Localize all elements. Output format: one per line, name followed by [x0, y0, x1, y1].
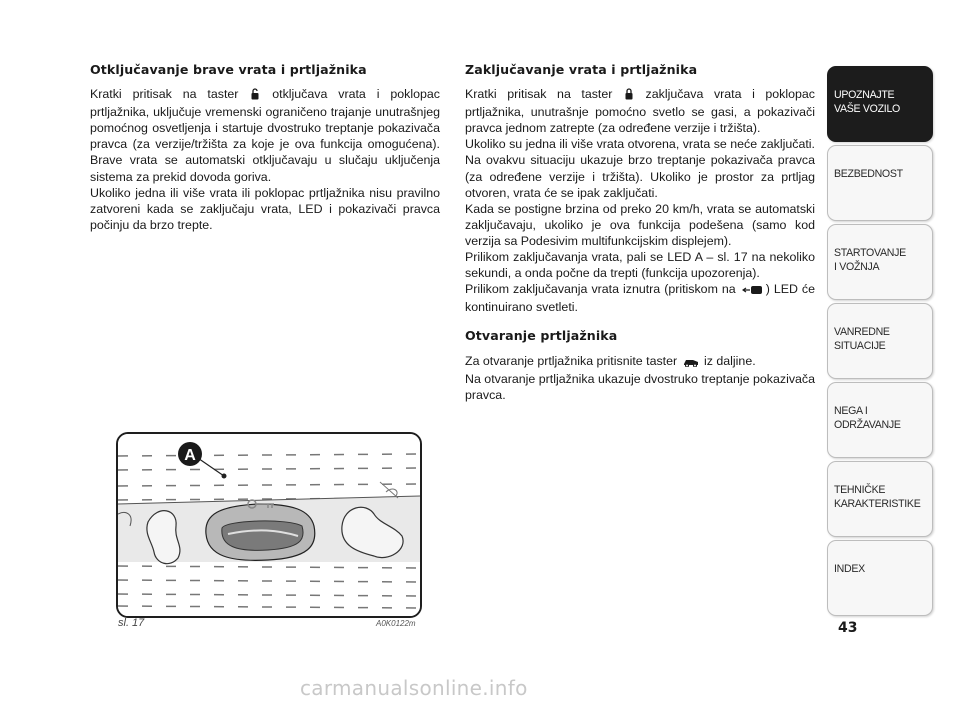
- left-column: [90, 62, 440, 233]
- tab-label: STARTOVANJE I VOŽNJA: [834, 247, 906, 273]
- trunk-paragraph-2: Na otvaranje prtljažnika ukazuje dvostruko treptanje pokazivača pravca.: [465, 371, 815, 402]
- tab-index[interactable]: [827, 540, 933, 616]
- locking-paragraph-2: Ukoliko su jedna ili više vrata otvorena, vrata se neće zaključati. Na ovakvu situaciju ukazuje brzo treptanje pokazivača pravca (za određene verzije i tržišta). Ukoliko je prostor za prtljag otvoren, vrata će se ipak zaključati.: [465, 137, 815, 200]
- tab-bezbednost[interactable]: [827, 145, 933, 221]
- unlocking-heading: Otključavanje brave vrata i prtljažnika: [90, 62, 367, 77]
- locking-paragraph-3: Kada se postigne brzina od preko 20 km/h, vrata se automatski zaključavaju, ukoliko je ova funkcija podešena (samo kod verzija sa Podesivim multifunkcijskim displejem).: [465, 201, 815, 248]
- page-number: 43: [838, 620, 858, 636]
- tab-startovanje-i-voznja[interactable]: [827, 224, 933, 300]
- locking-paragraph-5: [465, 281, 815, 315]
- figure-label-a: A: [184, 447, 196, 464]
- locking-p1-end: zaključava vrata i poklopac prtljažnika, unutrašnje pomoćno svetlo se gasi, a pokazivači pravca jednom zatrepte (za određene verzije i tržišta).: [465, 87, 815, 136]
- unlocking-paragraph-1: [90, 86, 440, 185]
- tab-tehnicke-karakteristike[interactable]: [827, 461, 933, 537]
- dashboard-illustration: [118, 434, 420, 616]
- chapter-tabs: [827, 66, 933, 619]
- lock-key-icon: [625, 88, 633, 104]
- trunk-opening-text: [465, 353, 815, 403]
- tab-vanredne-situacije[interactable]: [827, 303, 933, 379]
- tab-label: TEHNIČKE KARAKTERISTIKE: [834, 484, 921, 510]
- locking-p5-start: Prilikom zaključavanja vrata iznutra (pritiskom na: [465, 282, 740, 297]
- figure-code: A0K0122m: [376, 619, 416, 628]
- locking-paragraph-4: Prilikom zaključavanja vrata, pali se LED A – sl. 17 na nekoliko sekundi, a onda počne da trepti (funkcija upozorenja).: [465, 250, 815, 281]
- tab-upoznajte-vase-vozilo[interactable]: [827, 66, 933, 142]
- car-trunk-icon: [683, 355, 699, 371]
- tab-label: INDEX: [834, 563, 865, 575]
- locking-p1-start: Kratki pritisak na taster: [465, 87, 623, 102]
- tab-label: BEZBEDNOST: [834, 168, 903, 180]
- unlocking-p1-end: otključava vrata i poklopac prtljažnika, uključuje vremenski ograničeno trajanje unutrašnjeg pomoćnog osvetljenja i startuje dvostruko treptanje pokazivača pravca (za verzije/tržišta za koje je ova funkcija omogućena). Brave vrata se automatski otključavaju u slučaju uključenja sistema za prekid dovoda goriva.: [90, 87, 440, 184]
- trunk-p1-start: Za otvaranje prtljažnika pritisnite taster: [465, 353, 681, 368]
- locking-p5-end: ) LED će kontinuirano svetleti.: [465, 282, 816, 315]
- unlocking-paragraph-2: Ukoliko jedna ili više vrata ili poklopac prtljažnika nisu pravilno zatvoreni kada se zaključaju vrata, LED i pokazivači pravca počinju da brzo trepte.: [90, 185, 440, 232]
- tab-label: VANREDNE SITUACIJE: [834, 326, 890, 352]
- locking-heading: Zaključavanje vrata i prtljažnika: [465, 62, 698, 77]
- tab-label: UPOZNAJTE VAŠE VOZILO: [834, 89, 900, 115]
- unlocking-p1-start: Kratki pritisak na taster: [90, 87, 250, 102]
- dashboard-figure: [116, 432, 422, 618]
- tab-label: NEGA I ODRŽAVANJE: [834, 405, 901, 431]
- figure-caption: sl. 17: [118, 617, 145, 629]
- watermark: carmanualsonline.info: [300, 676, 528, 700]
- trunk-p1-end: iz daljine.: [700, 353, 756, 368]
- trunk-paragraph-1: [465, 353, 815, 371]
- unlocking-text: [90, 86, 440, 233]
- locking-paragraph-1: [465, 86, 815, 136]
- door-lock-key-icon: [742, 283, 764, 299]
- tab-nega-i-odrzavanje[interactable]: [827, 382, 933, 458]
- right-column: [465, 62, 815, 403]
- unlock-key-icon: [251, 88, 259, 104]
- locking-text: [465, 86, 815, 315]
- trunk-opening-heading: Otvaranje prtljažnika: [465, 328, 618, 344]
